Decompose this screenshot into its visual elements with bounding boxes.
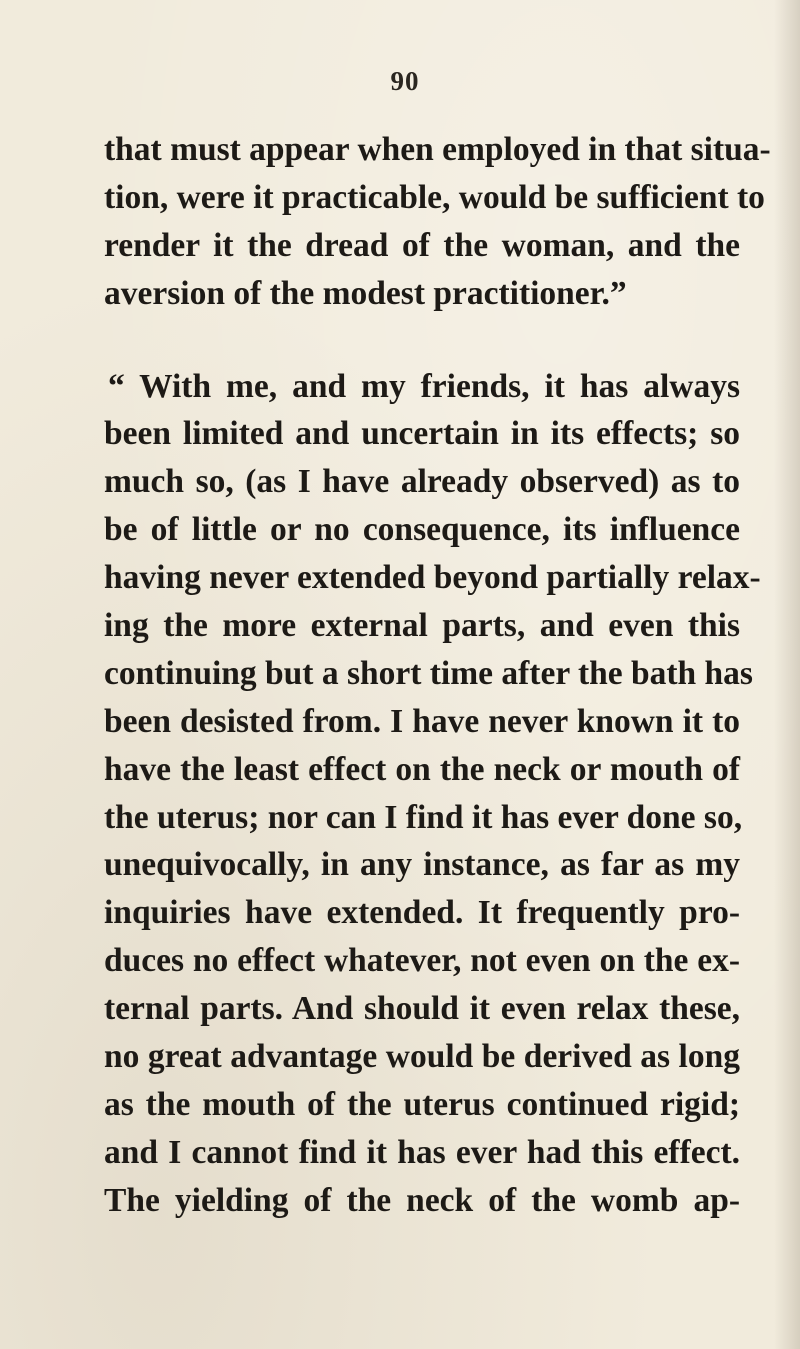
paragraph-gap	[104, 318, 740, 363]
text-line: that must appear when employed in that situa-	[104, 131, 771, 168]
text-line: unequivocally, in any instance, as far as my	[104, 846, 740, 884]
text-line: having never extended beyond partially relax-	[104, 559, 761, 597]
body-text	[104, 126, 771, 1225]
paragraph-1	[104, 126, 771, 318]
text-line: have the least effect on the neck or mouth of	[104, 750, 740, 788]
text-line: “ With me, and my friends, it has always	[108, 367, 740, 405]
text-line: much so, (as I have already observed) as to	[104, 463, 740, 501]
text-line: ing the more external parts, and even this	[104, 607, 740, 645]
text-line: tion, were it practicable, would be sufficient to	[104, 178, 765, 216]
text-line: been limited and uncertain in its effects; so	[104, 415, 740, 453]
text-line: aversion of the modest practitioner.”	[104, 274, 627, 312]
text-line: The yielding of the neck of the womb ap-	[104, 1181, 740, 1219]
text-line: as the mouth of the uterus continued rigid;	[104, 1085, 740, 1123]
text-line: duces no effect whatever, not even on the ex-	[104, 942, 740, 980]
text-line: continuing but a short time after the bath has	[104, 654, 753, 692]
text-line: the uterus; nor can I find it has ever done so,	[104, 798, 743, 836]
page-number: 90	[390, 66, 420, 96]
text-line: render it the dread of the woman, and the	[104, 226, 740, 264]
text-line: been desisted from. I have never known it to	[104, 702, 740, 740]
page-edge-shadow	[774, 0, 800, 1349]
text-line: and I cannot find it has ever had this effect.	[104, 1133, 740, 1171]
text-line: no great advantage would be derived as long	[104, 1038, 740, 1076]
text-line: be of little or no consequence, its influence	[104, 511, 740, 549]
paragraph-2	[104, 363, 761, 1225]
text-line: ternal parts. And should it even relax these,	[104, 990, 740, 1028]
text-line: inquiries have extended. It frequently pro-	[104, 894, 740, 932]
